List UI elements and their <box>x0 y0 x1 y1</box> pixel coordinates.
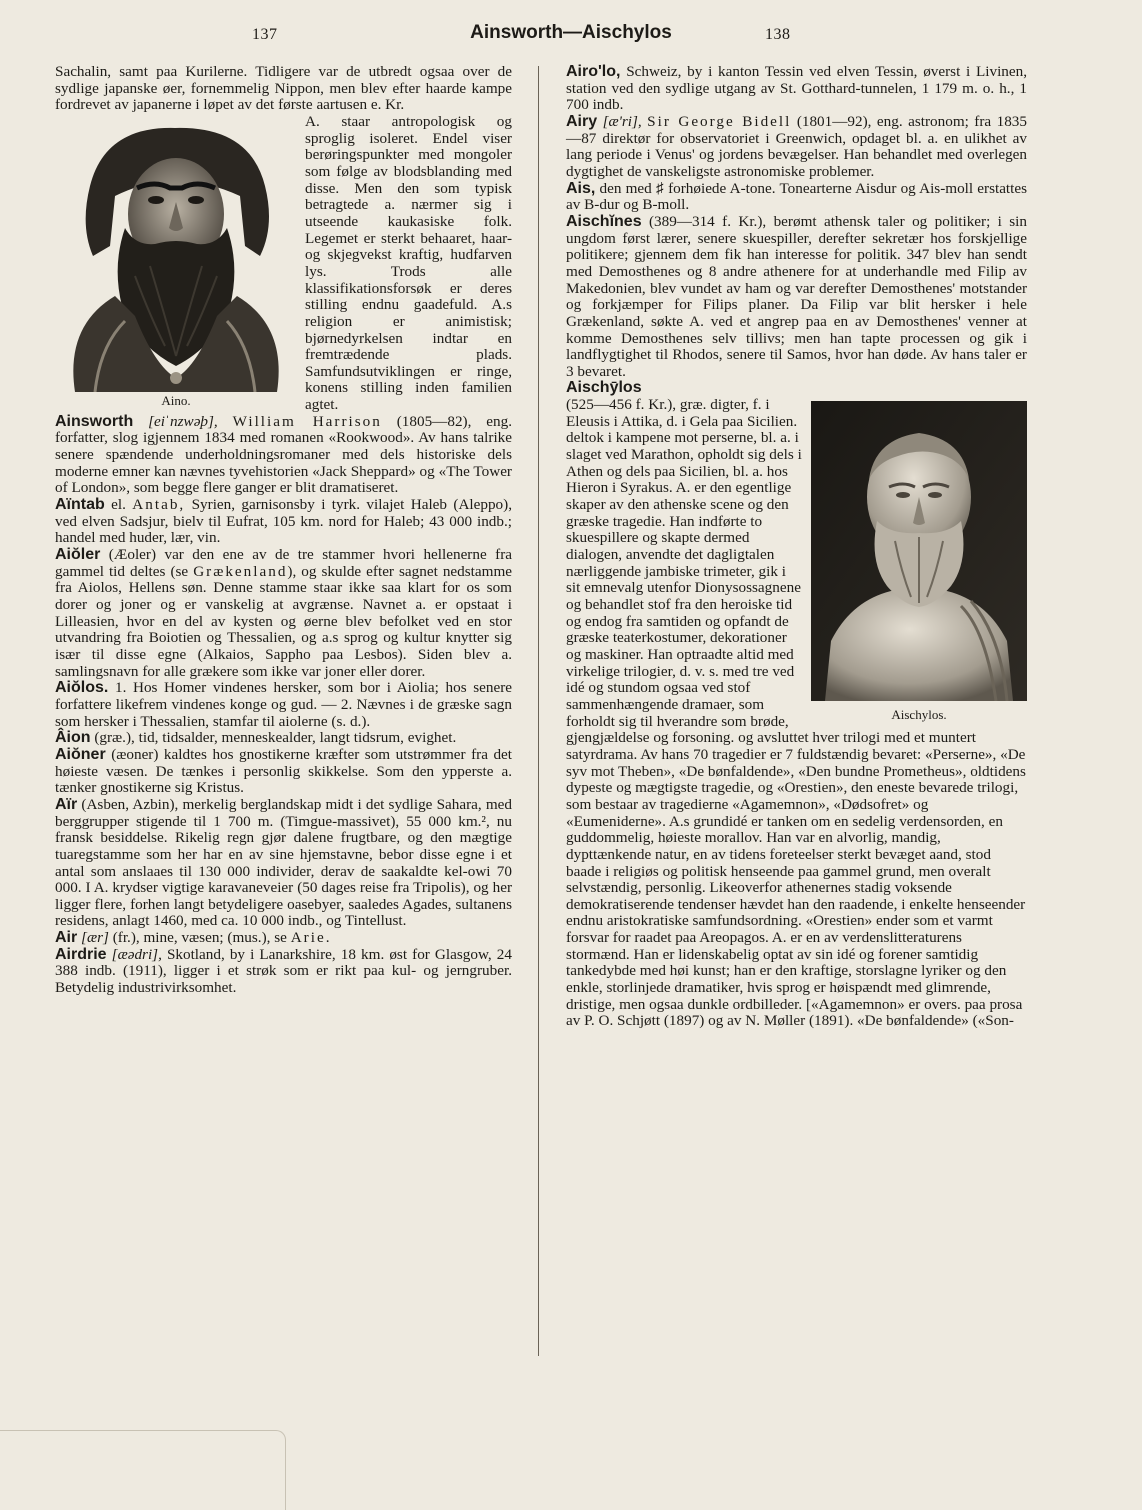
headword-air-sahara: Aïr <box>55 795 78 813</box>
aischylos-caption: Aischylos. <box>891 707 947 723</box>
headword-airdrie: Airdrie <box>55 945 107 963</box>
entry-airy: Airy [æ'ri], Sir George Bidell (1801—92), eng. astronom; fra 1835—87 direktør for observatoriet i Greenwich, opdaget bl. a. en ulikhet av lang periode i Venus' og jordens bevægelser. Han behandlet med overlegen dygtighet de vanskeligste astronomiske problemer. <box>566 112 1027 180</box>
entry-aino-continued: A. staar antropologisk og sproglig isoleret. Endel viser berøringspunkter med mongoler som følge av blodsblanding med disse. Men den som typisk betragtede a. nærmer sig i utseende kaukasiske folk. Legemet er sterkt behaaret, haar- og skjegvekst kraftig, hudfarven lys. Trods alle klassifikationsforsøk er deres stilling endnu gaadefuld. A.s religion er animistisk; bjørnedyrkelsen indtar en fremtrædende plads. Samfundsutviklingen er ringe, konens stilling inden familien agtet. <box>305 112 512 414</box>
headword-aischines: Aischĭnes <box>566 212 642 230</box>
aino-portrait-figure <box>55 116 297 408</box>
entry-aischylos <box>566 380 1027 397</box>
entry-ais: Ais, den med ♯ forhøiede A-tone. Tonearterne Aisdur og Ais-moll erstattes av B-dur og B-moll. <box>566 179 1028 214</box>
entry-aioler: Aiŏler (Æoler) var den ene av de tre stammer hvori hellenerne fra gammel tid deltes (se Grækenland), og skulde efter sagnet nedstamme fra Aiolos, Hellens søn. Denne stamme staar ikke saa klart for os som dorer og joner og er vanskelig at avgrænse. Navnet a. er opstaat i Lilleasien, hvor en del av kysten og øerne blev befolket ved en stor utvandring fra Boiotien og Thessalien, og a.s sprog og kultur knytter sig især til disse egne (Alkaios, Sappho paa Lesbos). Siden blev a. samlingsnavn for alle grækere som ikke var joner eller dorer. <box>55 546 513 680</box>
entry-aino-intro: Sachalin, samt paa Kurilerne. Tidligere var de utbredt ogsaa over de sydlige japanske øer, fornemmelig Nippon, men blev efter haarde kampe fordrevet av japanerne i løpet av det første aartusen e. Kr. <box>55 63 512 114</box>
entry-aintab: Aïntab el. Antab, Syrien, garnisonsby i tyrk. vilajet Haleb (Aleppo), ved elven Sadsjur, bielv til Eufrat, 105 km. nord for Haleb; 43 000 indb.; handel med huder, lær, vin. <box>55 496 513 547</box>
right-column: Airo'lo, Schweiz, by i kanton Tessin ved elven Tessin, øverst i Livinen, station ved den sydlige utgang av St. Gotthard-tunnelen, 1 179 m. o. h., 1 700 indb. Airy [æ'ri], Sir George Bidell (1801—92), eng. astronom; fra 1835—87 direktør for observatoriet i Greenwich, opdaget bl. a. en ulikhet av lang periode i Venus' og jordens bevægelser. Han behandlet med overlegen dygtighet de vanskeligste astronomiske problemer. Ais, den med ♯ forhøiede A-tone. Tonearterne Aisdur og Ais-moll erstattes av B-dur og B-moll. Aischĭnes (389—314 f. Kr.), berømt athensk taler og politiker; i sin ungdom først lærer, senere skuespiller, derefter sekretær hos forskjellige politikere; gjennem dem fik han interesse for politik. 347 blev han sendt med Demosthenes og 8 andre athenere for at underhandle med Filip av Makedonien, blev vundet av ham og var derefter Demosthenes' motstander og forkjæmper for Filips planer. Da Filip var blit hersker i hele Grækenland, søkte A. ved et angrep paa en av Demosthenes' venner at komme Demosthenes selv tillivs; men han tapte processen og gik i landflygtighet til Rhodos, senere til Samos, hvor han døde. Av hans taler er 3 bevaret. Aischȳlos Aischylos. (525—456 f. Kr.), græ. digter, f. i Eleusis i Attika, d. i Gela paa Sicilien. deltok i kampene mot perserne, bl. a. i slaget ved Marathon, opholdt sig dels i Athen og dels paa Sicilien, bl. a. hos Hieron i Syrakus. A. er den egentlige skaper av den athenske scene og den græske tragedie. Han indførte to skuespillere og skapte dermed dialogen, anvendte det dagligtalen nærliggende jambiske trimeter, gik i sit emnevalg utenfor Dionysossagnene og behandlet stof fra den heroiske tid og endog fra samtiden og opfandt de græske teaterkostumer, dekorationer og maskiner. Han optraadte altid med virkelige trilogier, d. v. s. med tre ved idé og stundom ogsaa ved stof sammenhængende dramaer, som forholdt sig til hverandre som brøde, gjengjældelse og forsoning. og avsluttet hver trilogi med et muntert satyrdrama. Av hans 70 tragedier er 7 fuldstændig bevaret: «Perserne», «De syv mot Theben», «De bønfaldende», «Den bundne Prometheus», oldtidens dypeste og mægtigste tragedie, og «Orestien», den eneste bevarede trilogi, som bestaar av tragedierne «Agamemnon», «Dødsofret» og «Eumeniderne». A.s grundidé er tanken om en sedelig verdensorden, en guddommelig, høieste morallov. Han var en alvorlig, mandig, dypttænkende natur, en av tidens foreteelser sterkt bevæget aand, stod baade i religiøs og politisk henseende paa gammel grund, men overalt selvstændig, personlig. Likeoverfor athenernes stadig voksende demokratiserende tendenser hævdet han den raadende, i enkelte henseender endnu aristokratiske samfundsordning. «Orestien» ender som et varmt forsvar for raadet paa Areopagos. A. er en av verdenslitteraturens stormænd. Han er lidenskabelig optat av sin idé og forener samtidig tankedybde med høi kunst; han er den kraftige, storslagne lyriker og den enkle, storlinjede dramatiker, hvis sprog er høispændt med glimrende, dristige, men ogsaa dunkle ordbilleder. [«Agamemnon» er overs. paa prosa av P. O. Schjøtt (1897) og av N. Møller (1891). «De bønfaldende» («Son- <box>566 63 1028 1030</box>
headword-aintab: Aïntab <box>55 496 105 514</box>
running-head: Ainsworth—Aischylos <box>470 22 672 43</box>
column-divider <box>538 66 539 1356</box>
entry-air-sahara: Aïr (Asben, Azbin), merkelig berglandskap midt i det sydlige Sahara, med berggrupper stigende til 1 700 m. (Timgue-massivet), 55 000 km.², nu fransk besiddelse. Rikelig regn gjør dalene frugtbare, og den mægtige tuaregstamme som her har en av sine hjemstavne, bebor disse egne i et antal som anslaaes til 130 000 individer, derav de saakaldte kel-owi 70 000. I A. krydser vigtige karavaneveier (50 dages reise fra Tripolis), og her ligger flere, forhen langt betydeligere oasebyer, saaledes Agades, sultanens residens, anlagt 1460, med ca. 10 000 indb., og Tintellust. <box>55 795 512 930</box>
entry-ainsworth: Ainsworth [eiˈnzwəþ], William Harrison (1805—82), eng. forfatter, slog igjennem 1834 med romanen «Rookwood». Av hans talrike senere spændende underholdningsromaner med dels historiske dels moderne emner kan nævnes tyvehistorien «Jack Sheppard» og «The Tower of London», som begge flere ganger er blit dramatiseret. <box>55 412 513 497</box>
entry-airolo: Airo'lo, Schweiz, by i kanton Tessin ved elven Tessin, øverst i Livinen, station ved den sydlige utgang av St. Gotthard-tunnelen, 1 179 m. o. h., 1 700 indb. <box>566 63 1028 114</box>
aino-caption: Aino. <box>161 393 191 409</box>
sharp-sign-icon: ♯ <box>655 179 664 197</box>
entry-aiolos: Aiŏlos. 1. Hos Homer vindenes hersker, som bor i Aiolia; hos senere forfattere likefrem vindenes konge og gud. — 2. Nævnes i de græske sagn som hersker i Thessalien, stamfar til aiolerne (s. d.). <box>55 679 513 730</box>
headword-aiolos: Aiŏlos. <box>55 679 109 697</box>
entry-airdrie: Airdrie [æədri], Skotland, by i Lanarkshire, 18 km. øst for Glasgow, 24 388 indb. (1911), ligger i et strøk som er rikt paa kul- og jerngruber. Betydelig industrivirksomhet. <box>55 945 512 997</box>
headword-aischylos: Aischȳlos <box>566 379 642 397</box>
page-header <box>0 22 1142 52</box>
entry-air-fr: Air [ær] (fr.), mine, væsen; (mus.), se Arie. <box>55 929 332 947</box>
page-edge-tab <box>0 1430 286 1510</box>
aino-portrait-image <box>55 116 297 392</box>
headword-ainsworth: Ainsworth <box>55 412 134 430</box>
headword-air-fr: Air <box>55 929 78 947</box>
left-column <box>55 64 512 997</box>
aischylos-bust-image <box>811 401 1027 701</box>
aischylos-bust-figure <box>811 401 1027 726</box>
page-number-right: 138 <box>765 26 791 43</box>
entry-aion: Âion (græ.), tid, tidsalder, menneskealder, langt tidsrum, evighet. <box>55 729 457 747</box>
headword-airolo: Airo'lo, <box>566 63 621 80</box>
headword-airy: Airy <box>566 112 598 130</box>
entry-aioner: Aiŏner (æoner) kaldtes hos gnostikerne kræfter som utstrømmer fra det høieste væsen. De tænkes i personlig skikkelse. Som den ypperste a. tænker gnostikerne sig Kristus. <box>55 745 513 797</box>
entry-aischines: Aischĭnes (389—314 f. Kr.), berømt athensk taler og politiker; i sin ungdom først lærer, senere skuespiller, derefter sekretær hos forskjellige politikere; gjennem dem fik han interesse for politik. 347 blev han sendt med Demosthenes og 8 andre athenere for at underhandle med Filip av Makedonien, blev vundet av ham og var derefter Demosthenes' motstander og forkjæmper for Filips planer. Da Filip var blit hersker i hele Grækenland, søkte A. ved et angrep paa en av Demosthenes' venner at komme Demosthenes selv tillivs; men han tapte processen og gik i landflygtighet til Rhodos, senere til Samos, hvor han døde. Av hans taler er 3 bevaret. <box>566 212 1028 380</box>
headword-ais: Ais, <box>566 179 596 197</box>
page-number-left: 137 <box>252 26 278 43</box>
headword-aion: Âion <box>55 729 91 747</box>
headword-aioler: Aiŏler <box>55 546 101 564</box>
headword-aioner: Aiŏner <box>55 745 106 763</box>
